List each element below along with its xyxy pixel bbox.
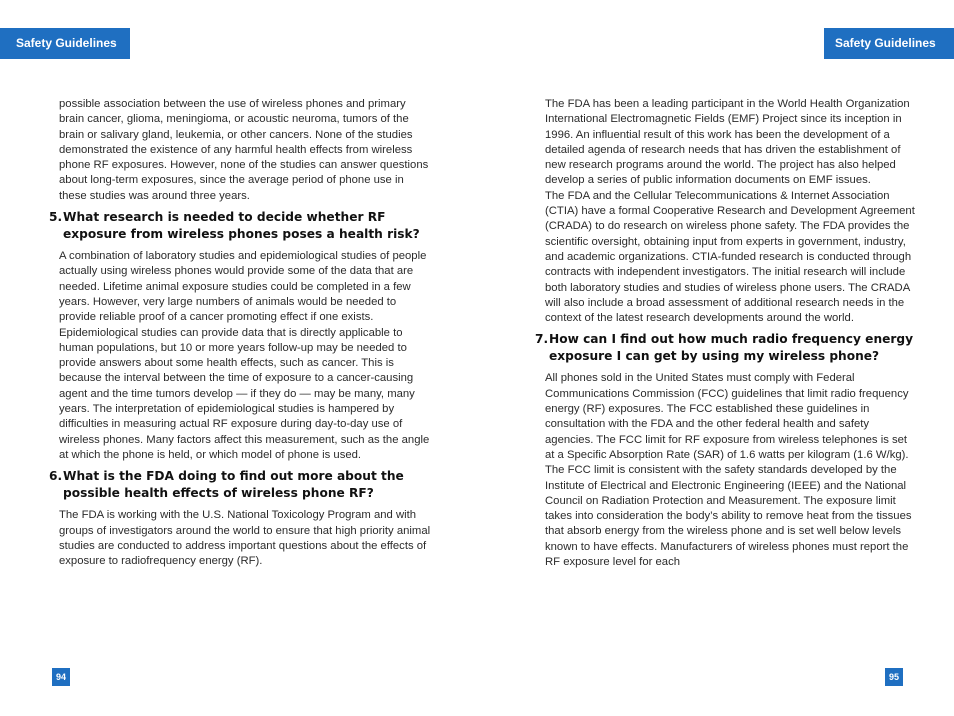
question-7-number: 7. xyxy=(535,332,549,347)
question-7-heading xyxy=(535,331,915,365)
page-number-right: 95 xyxy=(885,668,903,686)
question-5-text: What research is needed to decide whether RF exposure from wireless phones poses a health risk? xyxy=(63,210,420,242)
question-7-answer: All phones sold in the United States must comply with Federal Communications Commission (FCC) guidelines that limit radio frequency energy (RF) exposures. The FCC established these guidelines in consultation with the FDA and the other federal health and safety agencies. The FCC limit for RF exposure from wireless telephones is set at a Specific Absorption Rate (SAR) of 1.6 watts per kilogram (1.6 W/kg). The FCC limit is consistent with the safety standards developed by the Institute of Electrical and Electronic Engineering (IEEE) and the National Council on Radiation Protection and Measurement. The exposure limit takes into consideration the body’s ability to remove heat from the tissues that absorb energy from the wireless phone and is set well below levels known to have effects. Manufacturers of wireless phones must report the RF exposure level for each xyxy=(545,372,912,569)
question-7-text: How can I find out how much radio frequency energy exposure I can get by using my wireless phone? xyxy=(549,332,914,364)
question-6-number: 6. xyxy=(49,469,63,484)
section-header-tab-left: Safety Guidelines xyxy=(0,28,130,59)
question-5-answer: A combination of laboratory studies and epidemiological studies of people actually using wireless phones would provide some of the data that are needed. Lifetime animal exposure studies could be completed in a few years. However, very large numbers of animals would be needed to provide reliable proof of a cancer promoting effect if one exists. Epidemiological studies can provide data that is directly applicable to human populations, but 10 or more years follow-up may be needed to provide answers about some health effects, such as cancer. This is because the interval between the time of exposure to a cancer-causing agent and the time tumors develop — if they do — may be many, many years. The interpretation of epidemiological studies is hampered by difficulties in measuring actual RF exposure during day-to-day use of wireless phones. Many factors affect this measurement, such as the angle at which the phone is held, or which model of phone is used. xyxy=(59,250,430,461)
who-emf-paragraph: The FDA has been a leading participant in the World Health Organization International Electromagnetic Fields (EMF) Project since its inception in 1996. An influential result of this work has been the development of a detailed agenda of research needs that has driven the establishment of new research programs around the world. The project has also helped develop a series of public information documents on EMF issues. xyxy=(545,98,910,187)
question-6-text: What is the FDA doing to find out more about the possible health effects of wireless phone RF? xyxy=(63,469,404,501)
intro-paragraph: possible association between the use of wireless phones and primary brain cancer, glioma, meningioma, or acoustic neuroma, tumors of the brain or salivary gland, leukemia, or other cancers. None of the studies demonstrated the existence of any harmful health effects from wireless phone RF exposures. However, none of the studies can answer questions about long-term exposures, since the average period of phone use in these studies was around three years. xyxy=(59,98,429,202)
left-page-column xyxy=(49,97,431,569)
right-page-column xyxy=(535,97,915,570)
section-header-tab-right: Safety Guidelines xyxy=(824,28,954,59)
question-5-heading xyxy=(49,209,431,243)
question-5-number: 5. xyxy=(49,210,63,225)
question-6-heading xyxy=(49,468,431,502)
crada-paragraph: The FDA and the Cellular Telecommunications & Internet Association (CTIA) have a formal Cooperative Research and Development Agreement (CRADA) to do research on wireless phone safety. The FDA provides the scientific oversight, obtaining input from experts in government, industry, and academic organizations. CTIA-funded research is conducted through contracts with independent investigators. The initial research will include both laboratory studies and studies of wireless phone users. The CRADA will also include a broad assessment of additional research needs in the context of the latest research developments around the world. xyxy=(545,189,915,325)
page-number-left: 94 xyxy=(52,668,70,686)
question-6-answer: The FDA is working with the U.S. National Toxicology Program and with groups of investigators around the world to ensure that high priority animal studies are conducted to address important questions about the effects of exposure to radiofrequency energy (RF). xyxy=(59,509,431,568)
